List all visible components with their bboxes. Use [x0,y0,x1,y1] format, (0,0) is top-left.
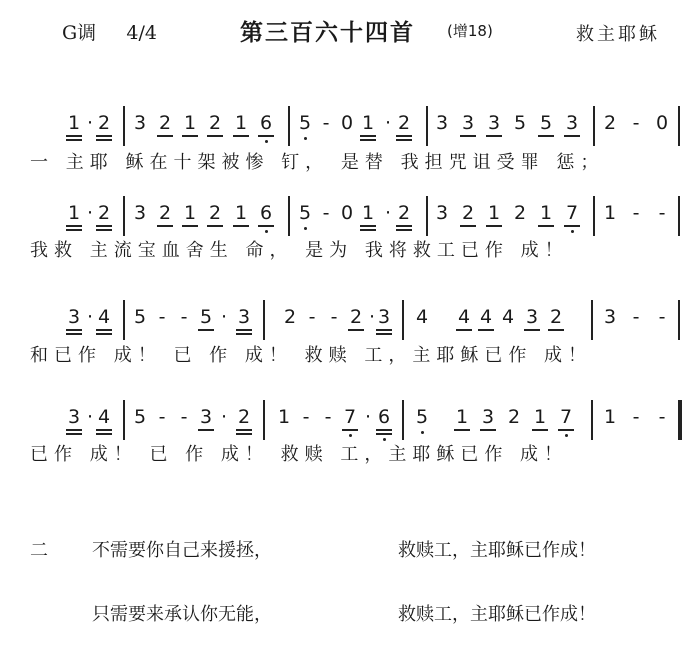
note: 2 [158,202,172,224]
duration-underline [96,135,112,137]
note: 1 [234,112,248,134]
duration-underline [96,329,112,331]
dotted-mark: · [364,406,372,428]
bar-line [591,300,593,340]
note: 6 [259,202,273,224]
duration-underline [360,139,376,141]
bar-line [123,400,125,440]
duration-underline [348,329,364,331]
verse2-line2-left: 只需要来承认你无能， [92,604,272,625]
note: 1 [183,202,197,224]
bar-line [591,400,593,440]
duration-underline [486,225,502,227]
low-octave-dot [565,434,568,437]
duration-underline [478,329,494,331]
duration-underline [66,333,82,335]
note: 3 [133,202,147,224]
duration-underline [538,225,554,227]
bar-line [288,196,290,236]
note: 3 [377,306,391,328]
duration-underline [486,135,502,137]
duration-underline [198,329,214,331]
bar-line [123,196,125,236]
low-octave-dot [304,137,307,140]
note: - [632,112,640,134]
duration-underline [96,433,112,435]
duration-underline [360,135,376,137]
bar-line [288,106,290,146]
note: 3 [461,112,475,134]
duration-underline [66,139,82,141]
note: 2 [461,202,475,224]
note: 1 [277,406,291,428]
note: 1 [539,202,553,224]
duration-underline [66,329,82,331]
bar-line [593,106,595,146]
lyric-line: 一 主耶 稣在十架被惨 钉， 是替 我担咒诅受罪 惩； [30,152,605,173]
duration-underline [233,225,249,227]
duration-underline [96,139,112,141]
hymn-title: 第三百六十四首 [240,20,415,46]
note: - [632,202,640,224]
note: 3 [435,112,449,134]
note: 2 [237,406,251,428]
bar-line [402,300,404,340]
duration-underline [564,135,580,137]
dotted-mark: · [368,306,376,328]
note: 3 [133,112,147,134]
duration-underline [236,429,252,431]
score-line [0,300,700,340]
note: 5 [539,112,553,134]
note: 5 [133,406,147,428]
note: 3 [237,306,251,328]
duration-underline [198,429,214,431]
duration-underline [480,429,496,431]
note: 5 [298,112,312,134]
note: 1 [67,202,81,224]
dotted-mark: · [220,406,228,428]
bar-line [263,300,265,340]
note: 3 [67,306,81,328]
dotted-mark: · [384,112,392,134]
duration-underline [236,333,252,335]
dotted-mark: · [86,306,94,328]
note: 1 [183,112,197,134]
bar-line [123,106,125,146]
note: 4 [457,306,471,328]
duration-underline [532,429,548,431]
note: 0 [340,112,354,134]
bar-line [426,106,428,146]
duration-underline [396,225,412,227]
dotted-mark: · [220,306,228,328]
note: 2 [208,112,222,134]
duration-underline [157,135,173,137]
note: 1 [361,202,375,224]
duration-underline [207,225,223,227]
note: 1 [67,112,81,134]
note: 1 [234,202,248,224]
duration-underline [376,333,392,335]
duration-underline [233,135,249,137]
note: - [180,306,188,328]
bar-line [426,196,428,236]
note: 3 [603,306,617,328]
note: 3 [525,306,539,328]
bar-line [263,400,265,440]
note: - [180,406,188,428]
note: 2 [603,112,617,134]
note: 2 [283,306,297,328]
note: 3 [435,202,449,224]
duration-underline [460,135,476,137]
duration-underline [538,135,554,137]
duration-underline [376,329,392,331]
duration-underline [258,225,274,227]
dotted-mark: · [384,202,392,224]
bar-line [678,300,680,340]
duration-underline [96,225,112,227]
note: - [322,112,330,134]
duration-underline [96,229,112,231]
duration-underline [207,135,223,137]
duration-underline [66,225,82,227]
note: 2 [97,202,111,224]
note: - [632,406,640,428]
duration-underline [258,135,274,137]
low-octave-dot [349,434,352,437]
score-line [0,196,700,236]
duration-underline [456,329,472,331]
note: 0 [655,112,669,134]
note: - [632,306,640,328]
note: - [158,406,166,428]
lyric-line: 已作 成！ 已 作 成！ 救赎 工，主耶稣已作 成！ [30,444,569,465]
duration-underline [342,429,358,431]
note: - [330,306,338,328]
note: 5 [298,202,312,224]
duration-underline [564,225,580,227]
note: 0 [340,202,354,224]
duration-underline [96,333,112,335]
note: 1 [361,112,375,134]
duration-underline [157,225,173,227]
duration-underline [66,229,82,231]
duration-underline [360,229,376,231]
note: 3 [481,406,495,428]
duration-underline [182,225,198,227]
hymn-reference: 救主耶稣 [576,24,660,45]
note: 6 [377,406,391,428]
low-octave-dot [421,431,424,434]
low-octave-dot [571,230,574,233]
note: 1 [533,406,547,428]
note: 1 [487,202,501,224]
note: - [658,406,666,428]
duration-underline [66,429,82,431]
note: - [658,202,666,224]
verse2-line2-right: 救赎工，主耶稣已作成！ [398,604,596,625]
note: - [322,202,330,224]
note: 2 [158,112,172,134]
dotted-mark: · [86,406,94,428]
lyric-line: 和已作 成！ 已 作 成！ 救赎 工，主耶稣已作 成！ [30,345,593,366]
note: 1 [603,406,617,428]
duration-underline [396,139,412,141]
note: 2 [513,202,527,224]
verse2-number: 二 [30,540,48,561]
bar-line [402,400,404,440]
note: 2 [507,406,521,428]
dotted-mark: · [86,112,94,134]
bar-line [678,196,680,236]
note: 2 [397,112,411,134]
duration-underline [396,229,412,231]
note: 2 [208,202,222,224]
note: 4 [479,306,493,328]
low-octave-dot [265,140,268,143]
note: 5 [415,406,429,428]
note: 4 [97,306,111,328]
time-signature: 4/4 [126,22,157,44]
duration-underline [376,429,392,431]
note: 7 [343,406,357,428]
duration-underline [96,429,112,431]
note: 4 [97,406,111,428]
note: 6 [259,112,273,134]
duration-underline [524,329,540,331]
note: - [324,406,332,428]
bar-line [593,196,595,236]
note: 7 [559,406,573,428]
bar-line [123,300,125,340]
low-octave-dot [265,230,268,233]
duration-underline [376,433,392,435]
dotted-mark: · [86,202,94,224]
bar-line [678,400,682,440]
note: 2 [97,112,111,134]
score-line [0,400,700,440]
verse2-line1-left: 不需要你自己来援拯， [92,540,272,561]
hymn-subtitle: (增18) [447,22,493,40]
note: 5 [513,112,527,134]
note: 3 [565,112,579,134]
note: 3 [199,406,213,428]
duration-underline [548,329,564,331]
duration-underline [360,225,376,227]
duration-underline [558,429,574,431]
low-octave-dot [383,438,386,441]
duration-underline [66,433,82,435]
note: - [308,306,316,328]
bar-line [678,106,680,146]
note: 3 [67,406,81,428]
verse2-line1-right: 救赎工，主耶稣已作成！ [398,540,596,561]
lyric-line: 我救 主流宝血舍生 命， 是为 我将救工已作 成！ [30,240,569,261]
note: 1 [455,406,469,428]
note: 1 [603,202,617,224]
note: 2 [349,306,363,328]
note: - [658,306,666,328]
duration-underline [460,225,476,227]
duration-underline [454,429,470,431]
note: 4 [415,306,429,328]
score-line [0,106,700,146]
duration-underline [66,135,82,137]
note: - [302,406,310,428]
note: 7 [565,202,579,224]
duration-underline [396,135,412,137]
low-octave-dot [304,227,307,230]
duration-underline [236,433,252,435]
note: 4 [501,306,515,328]
note: 5 [133,306,147,328]
duration-underline [236,329,252,331]
duration-underline [182,135,198,137]
key-signature: G调 4/4 [62,22,157,44]
note: 3 [487,112,501,134]
note: 2 [397,202,411,224]
note: - [158,306,166,328]
note: 5 [199,306,213,328]
note: 2 [549,306,563,328]
